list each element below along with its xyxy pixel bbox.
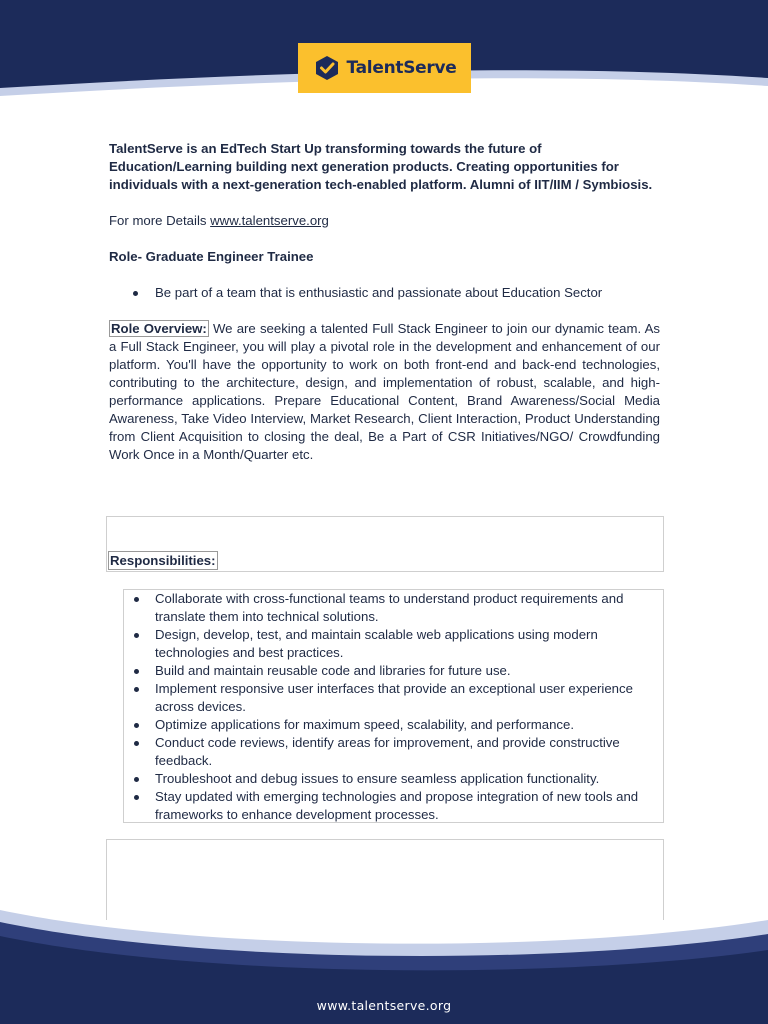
list-item: Build and maintain reusable code and libraries for future use. bbox=[155, 662, 663, 680]
responsibilities-header-box bbox=[106, 516, 664, 572]
list-item: Implement responsive user interfaces that provide an exceptional user experience across devices. bbox=[155, 680, 663, 716]
document-body bbox=[109, 140, 660, 464]
responsibilities-list bbox=[124, 590, 663, 824]
list-item: Troubleshoot and debug issues to ensure seamless application functionality. bbox=[155, 770, 663, 788]
details-line bbox=[109, 212, 660, 230]
logo-text: TalentServe bbox=[346, 58, 457, 78]
responsibilities-list-box bbox=[123, 589, 664, 823]
role-overview-text: We are seeking a talented Full Stack Engineer to join our dynamic team. As a Full Stack Engineer, you will play a pivotal role in the development and enhancement of our platform. You'll have the opportunity to work on both front-end and back-end technologies, contributing to the architecture, design, and implementation of robust, scalable, and high-performance applications. Prepare Educational Content, Brand Awareness/Social Media Awareness, Take Video Interview, Market Research, Client Interaction, Product Understanding from Client Acquisition to closing the deal, Be a Part of CSR Initiatives/NGO/ Crowdfunding Work Once in a Month/Quarter etc. bbox=[109, 321, 660, 462]
role-overview-label: Role Overview: bbox=[111, 321, 207, 336]
responsibilities-title: Responsibilities: bbox=[110, 553, 216, 568]
website-link[interactable]: www.talentserve.org bbox=[210, 213, 329, 228]
role-title: Role- Graduate Engineer Trainee bbox=[109, 249, 314, 264]
role-overview bbox=[109, 320, 660, 464]
shield-check-icon bbox=[313, 54, 341, 82]
list-item: Conduct code reviews, identify areas for improvement, and provide constructive feedback. bbox=[155, 734, 663, 770]
role-bullet-list bbox=[109, 284, 660, 302]
list-item: Stay updated with emerging technologies and propose integration of new tools and frameworks to enhance development processes. bbox=[155, 788, 663, 824]
intro-paragraph: TalentServe is an EdTech Start Up transforming towards the future of Education/Learning building next generation products. Creating opportunities for individuals with a next-generation tech-enabled platform. Alumni of IIT/IIM / Symbiosis. bbox=[109, 141, 653, 192]
company-logo bbox=[298, 43, 471, 93]
list-item: Design, develop, test, and maintain scalable web applications using modern technologies and best practices. bbox=[155, 626, 663, 662]
details-prefix: For more Details bbox=[109, 213, 211, 228]
list-item: Optimize applications for maximum speed, scalability, and performance. bbox=[155, 716, 663, 734]
list-item: Collaborate with cross-functional teams to understand product requirements and translate them into technical solutions. bbox=[155, 590, 663, 626]
footer-website[interactable]: www.talentserve.org bbox=[316, 998, 452, 1013]
list-item: Be part of a team that is enthusiastic and passionate about Education Sector bbox=[155, 284, 660, 302]
